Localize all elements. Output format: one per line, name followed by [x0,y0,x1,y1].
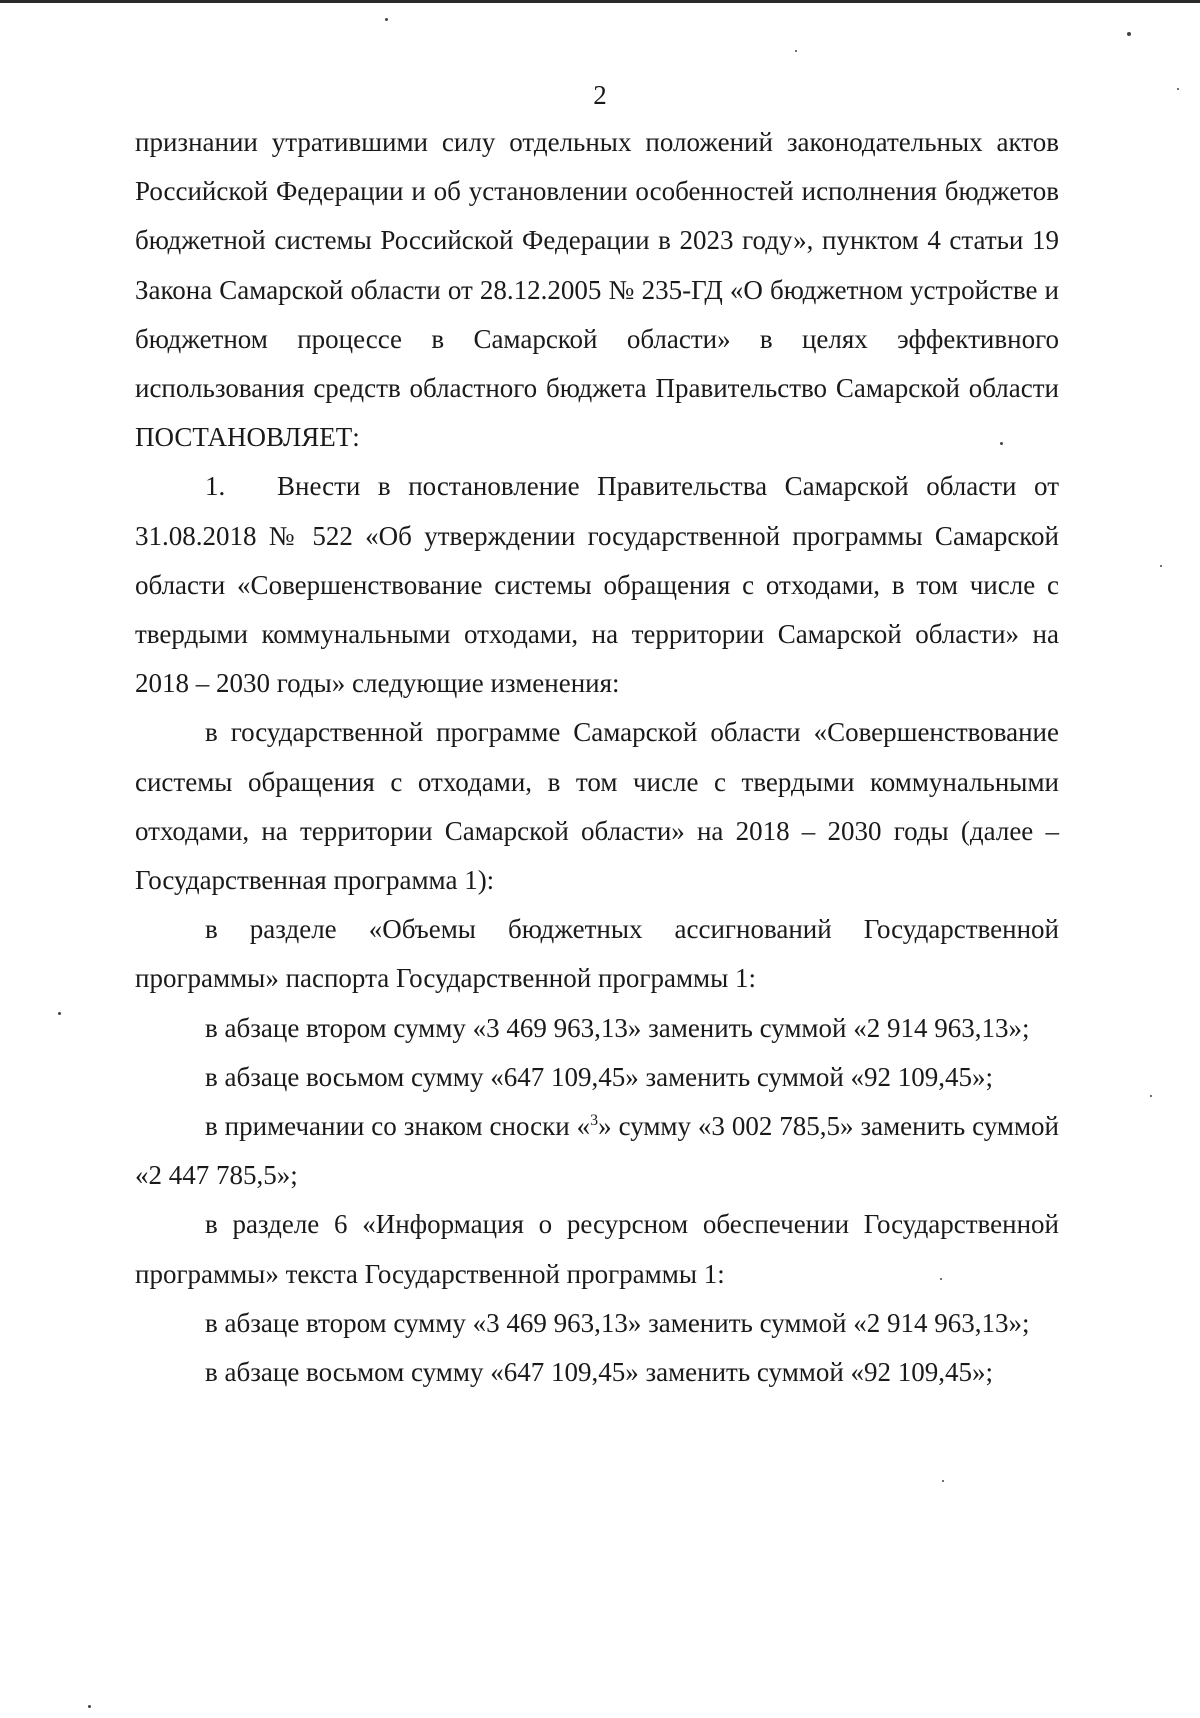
paragraph-passport-amendment-2: в абзаце втором сумму «3 469 963,13» заменить суммой «2 914 963,13»; [205,1012,1030,1043]
paragraph-passport-section: в разделе «Объемы бюджетных ассигнований Государственной программы» паспорта Государственной программы 1: [135,914,1059,994]
page-top-edge [0,0,1200,3]
paragraph-footnote-amendment [135,1102,1059,1200]
scan-speck [1150,1095,1152,1097]
paragraph-section-6-amendment-8: в абзаце восьмом сумму «647 109,45» заменить суммой «92 109,45»; [205,1357,994,1388]
document-body [135,118,1059,1397]
item-number: 1. [205,471,226,502]
footnote-text-after: » сумму «3 002 785,5» заменить суммой «2 447 785,5»; [135,1111,1059,1191]
paragraph-item-1 [135,462,1059,708]
scan-speck [795,50,797,52]
scan-speck [1160,565,1162,567]
item-1-text: Внести в постановление Правительства Самарской области от 31.08.2018 № 522 «Об утверждении государственной программы Самарской области «Совершенствование системы обращения с отходами, в том числе с твердыми коммунальными отходами, на территории Самарской области» на 2018 – 2030 годы» следующие изменения: [135,471,1059,699]
scan-speck [942,1480,944,1482]
footnote-text-before: в примечании со знаком сноски « [205,1111,591,1142]
scan-speck [1000,442,1003,445]
scan-speck [1177,88,1179,90]
scan-speck [385,18,388,21]
paragraph-section-6-amendment-2: в абзаце втором сумму «3 469 963,13» заменить суммой «2 914 963,13»; [205,1307,1030,1338]
scan-speck [940,1278,942,1280]
footnote-mark: 3 [590,1112,599,1130]
scan-speck [1127,32,1131,36]
paragraph-passport-amendment-8: в абзаце восьмом сумму «647 109,45» заменить суммой «92 109,45»; [205,1061,994,1092]
scan-speck [58,1012,61,1015]
paragraph-section-6: в разделе 6 «Информация о ресурсном обеспечении Государственной программы» текста Государственной программы 1: [135,1209,1059,1289]
paragraph-program-1: в государственной программе Самарской области «Совершенствование системы обращения с отходами, в том числе с твердыми коммунальными отходами, на территории Самарской области» на 2018 – 2030 годы (далее – Государственная программа 1): [135,717,1059,896]
scan-speck [88,1705,91,1708]
page-number: 2 [593,80,607,110]
paragraph-preamble-end: признании утратившими силу отдельных положений законодательных актов Российской Федерации и об установлении особенностей исполнения бюджетов бюджетной системы Российской Федерации в 2023 году», пунктом 4 статьи 19 Закона Самарской области от 28.12.2005 № 235-ГД «О бюджетном устройстве и бюджетном процессе в Самарской области» в целях эффективного использования средств областного бюджета Правительство Самарской области ПОСТАНОВЛЯЕТ: [135,127,1059,453]
